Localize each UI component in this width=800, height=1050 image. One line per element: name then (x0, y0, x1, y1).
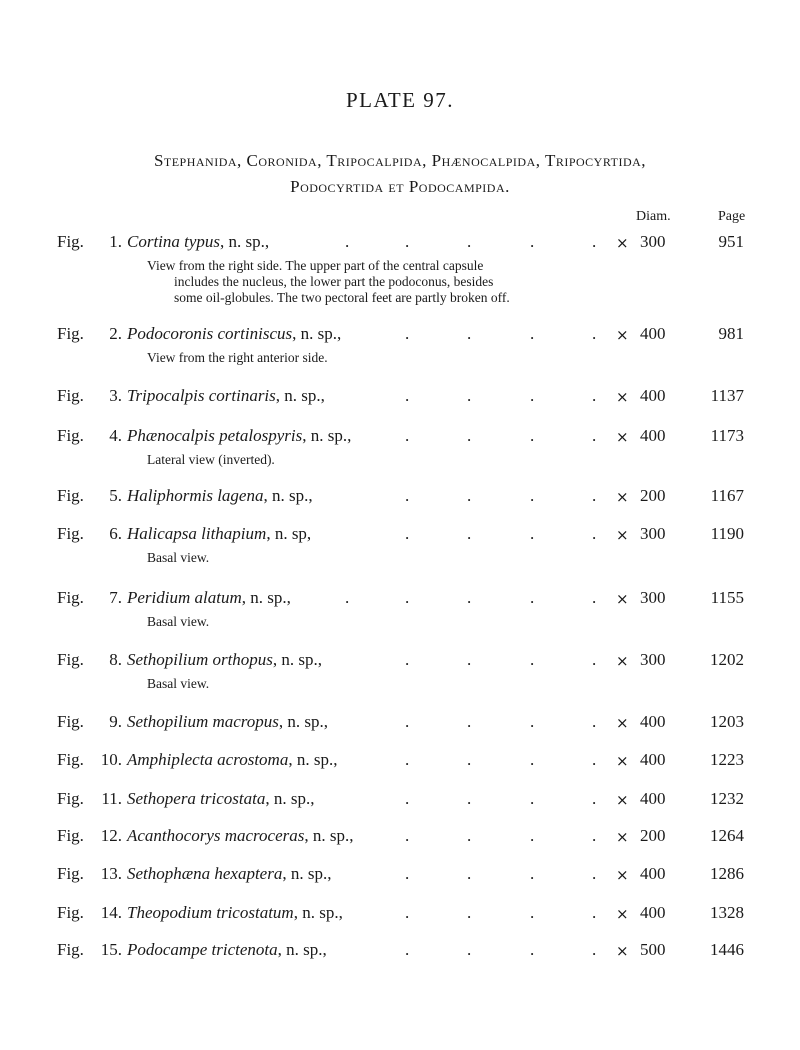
leader-dot: . (592, 750, 597, 769)
species-binomial: Amphiplecta acrostoma (127, 750, 289, 769)
leader-dot: . (467, 789, 472, 808)
leader-dot: . (405, 864, 410, 883)
leader-dot: . (467, 524, 472, 543)
leader-dot: . (530, 386, 535, 405)
leader-dot: . (592, 903, 597, 922)
species-binomial: Cortina typus (127, 232, 221, 251)
species-name (127, 426, 351, 446)
page-number: 1232 (710, 789, 744, 808)
species-binomial: Sethophæna hexaptera (127, 864, 283, 883)
leader-dot: . (345, 588, 350, 607)
family-list-line-2: Podocyrtida et Podocampida. (290, 177, 510, 196)
family-list-line-1: Stephanida, Coronida, Tripocalpida, Phænocalpida, Tripocyrtida, (153, 151, 647, 170)
diameter-value: 300 (640, 232, 666, 251)
figure-number: 10. (100, 750, 122, 769)
figure-description (147, 350, 328, 366)
species-suffix: , n. sp., (277, 940, 327, 959)
species-suffix: , n. sp., (302, 426, 352, 445)
species-binomial: Sethopera tricostata (127, 789, 266, 808)
species-name (127, 524, 311, 544)
page-number: 1286 (710, 864, 744, 883)
plate-title: PLATE 97. (346, 88, 454, 112)
leader-dot: . (467, 864, 472, 883)
figure-number: 13. (100, 864, 122, 883)
figure-label: Fig. (57, 903, 84, 922)
diameter-value: 300 (640, 588, 666, 607)
species-suffix: , n. sp., (278, 712, 329, 731)
figure-label: Fig. (57, 232, 84, 251)
leader-dot: . (592, 826, 597, 845)
diameter-value: 200 (640, 486, 666, 505)
diameter-value: 200 (640, 826, 666, 845)
diameter-value: 400 (640, 750, 666, 769)
leader-dot: . (592, 940, 597, 959)
leader-dot: . (530, 324, 535, 343)
figure-label: Fig. (57, 789, 84, 808)
magnification-sign: × (616, 234, 629, 252)
page-number: 1446 (710, 940, 744, 959)
diameter-value: 400 (640, 789, 666, 808)
figure-description-line: Basal view. (147, 550, 210, 565)
leader-dot: . (467, 940, 472, 959)
figure-label: Fig. (57, 386, 84, 405)
leader-dot: . (405, 826, 410, 845)
species-name (127, 650, 322, 670)
species-suffix: , n. sp., (282, 864, 332, 883)
diameter-value: 400 (640, 903, 666, 922)
leader-dot: . (467, 588, 472, 607)
species-name (127, 750, 337, 770)
magnification-sign: × (616, 590, 629, 608)
leader-dot: . (530, 232, 535, 251)
leader-dot: . (592, 864, 597, 883)
leader-dot: . (345, 232, 350, 251)
species-suffix: , n. sp., (293, 903, 343, 922)
species-binomial: Halicapsa lithapium (127, 524, 267, 543)
figure-number: 2. (109, 324, 122, 343)
leader-dot: . (405, 486, 410, 505)
species-binomial: Haliphormis lagena (127, 486, 264, 505)
page-number: 1173 (710, 426, 744, 445)
diameter-value: 400 (640, 386, 666, 405)
magnification-sign: × (616, 752, 629, 770)
figure-label: Fig. (57, 712, 84, 731)
leader-dot: . (405, 232, 410, 251)
magnification-sign: × (616, 714, 629, 732)
figure-description-line: Lateral view (inverted). (147, 452, 275, 467)
figure-description-line: Basal view. (147, 676, 210, 691)
diameter-value: 400 (640, 712, 666, 731)
leader-dot: . (467, 903, 472, 922)
species-suffix: , n. sp., (292, 324, 342, 343)
figure-number: 11. (101, 789, 122, 808)
species-name (127, 486, 313, 506)
page-number: 1167 (710, 486, 744, 505)
page-number: 1223 (710, 750, 744, 769)
figure-number: 7. (109, 588, 122, 607)
figure-description (147, 676, 209, 692)
leader-dot: . (530, 588, 535, 607)
leader-dot: . (405, 903, 410, 922)
species-name (127, 588, 291, 608)
leader-dot: . (467, 386, 472, 405)
leader-dot: . (530, 826, 535, 845)
figure-label: Fig. (57, 826, 84, 845)
species-name (127, 232, 269, 252)
leader-dot: . (405, 524, 410, 543)
leader-dot: . (405, 650, 410, 669)
species-suffix: , n. sp., (241, 588, 291, 607)
leader-dot: . (592, 486, 597, 505)
leader-dot: . (592, 588, 597, 607)
leader-dot: . (405, 324, 410, 343)
figure-description-line: View from the right side. The upper part of the central capsule (147, 258, 484, 273)
species-name (127, 324, 341, 344)
species-binomial: Phænocalpis petalospyris (127, 426, 303, 445)
magnification-sign: × (616, 905, 629, 923)
diameter-value: 500 (640, 940, 666, 959)
species-suffix: , n. sp., (275, 386, 325, 405)
species-suffix: , n. sp., (220, 232, 270, 251)
species-suffix: , n. sp., (265, 789, 315, 808)
species-suffix: , n. sp, (266, 524, 312, 543)
figure-number: 15. (100, 940, 122, 959)
page-number: 1202 (710, 650, 744, 669)
figure-number: 5. (109, 486, 122, 505)
species-binomial: Theopodium tricostatum (127, 903, 294, 922)
species-suffix: , n. sp., (288, 750, 338, 769)
diameter-value: 400 (640, 426, 666, 445)
figure-number: 14. (100, 903, 122, 922)
leader-dot: . (530, 524, 535, 543)
page-number: 1190 (710, 524, 744, 543)
figure-description (147, 614, 209, 630)
diameter-value: 400 (640, 864, 666, 883)
page-column-header: Page (718, 209, 746, 224)
figure-description-line: some oil-globules. The two pectoral feet are partly broken off. (174, 290, 510, 305)
leader-dot: . (592, 524, 597, 543)
leader-dot: . (530, 864, 535, 883)
species-binomial: Peridium alatum (127, 588, 242, 607)
leader-dot: . (467, 426, 472, 445)
magnification-sign: × (616, 942, 629, 960)
figure-number: 8. (109, 650, 122, 669)
species-binomial: Sethopilium macropus (127, 712, 279, 731)
species-binomial: Tripocalpis cortinaris (127, 386, 276, 405)
species-binomial: Sethopilium orthopus (127, 650, 273, 669)
species-binomial: Acanthocorys macroceras (127, 826, 305, 845)
leader-dot: . (530, 903, 535, 922)
figure-label: Fig. (57, 588, 84, 607)
leader-dot: . (592, 386, 597, 405)
page-number: 951 (718, 232, 744, 251)
leader-dot: . (467, 750, 472, 769)
leader-dot: . (405, 712, 410, 731)
leader-dot: . (405, 426, 410, 445)
magnification-sign: × (616, 526, 629, 544)
diameter-value: 300 (640, 650, 666, 669)
species-suffix: , n. sp., (263, 486, 313, 505)
species-name (127, 386, 325, 406)
leader-dot: . (592, 232, 597, 251)
magnification-sign: × (616, 388, 629, 406)
figure-label: Fig. (57, 864, 84, 883)
page-number: 1264 (710, 826, 744, 845)
magnification-sign: × (616, 791, 629, 809)
species-name (127, 712, 328, 732)
species-name (127, 864, 331, 884)
leader-dot: . (405, 750, 410, 769)
leader-dot: . (530, 940, 535, 959)
page-number: 1137 (710, 386, 744, 405)
page-number: 1203 (710, 712, 744, 731)
leader-dot: . (405, 588, 410, 607)
page-number: 1155 (710, 588, 744, 607)
leader-dot: . (592, 650, 597, 669)
species-suffix: , n. sp., (272, 650, 323, 669)
figure-number: 1. (109, 232, 122, 251)
figure-description (147, 258, 597, 306)
magnification-sign: × (616, 488, 629, 506)
magnification-sign: × (616, 326, 629, 344)
figure-label: Fig. (57, 940, 84, 959)
leader-dot: . (405, 386, 410, 405)
leader-dot: . (467, 712, 472, 731)
family-list (0, 148, 800, 200)
diameter-value: 300 (640, 524, 666, 543)
figure-label: Fig. (57, 650, 84, 669)
magnification-sign: × (616, 428, 629, 446)
leader-dot: . (405, 789, 410, 808)
leader-dot: . (405, 940, 410, 959)
magnification-sign: × (616, 866, 629, 884)
leader-dot: . (530, 426, 535, 445)
figure-label: Fig. (57, 324, 84, 343)
leader-dot: . (592, 426, 597, 445)
leader-dot: . (467, 826, 472, 845)
figure-label: Fig. (57, 750, 84, 769)
figure-description-line: View from the right anterior side. (147, 350, 328, 365)
page-number: 981 (718, 324, 744, 343)
species-name (127, 940, 327, 960)
species-name (127, 903, 343, 923)
figure-number: 6. (109, 524, 122, 543)
leader-dot: . (467, 232, 472, 251)
leader-dot: . (592, 712, 597, 731)
figure-label: Fig. (57, 524, 84, 543)
figure-number: 9. (109, 712, 122, 731)
species-binomial: Podocoronis cortiniscus (127, 324, 293, 343)
figure-label: Fig. (57, 486, 84, 505)
magnification-sign: × (616, 652, 629, 670)
leader-dot: . (592, 789, 597, 808)
figure-description-line: Basal view. (147, 614, 210, 629)
leader-dot: . (467, 486, 472, 505)
leader-dot: . (530, 789, 535, 808)
diameter-column-header: Diam. (636, 209, 671, 224)
magnification-sign: × (616, 828, 629, 846)
figure-number: 3. (109, 386, 122, 405)
leader-dot: . (592, 324, 597, 343)
figure-description (147, 452, 275, 468)
species-name (127, 826, 353, 846)
figure-number: 12. (100, 826, 122, 845)
figure-number: 4. (109, 426, 122, 445)
leader-dot: . (530, 650, 535, 669)
page-number: 1328 (710, 903, 744, 922)
diameter-value: 400 (640, 324, 666, 343)
figure-description-line: includes the nucleus, the lower part the podoconus, besides (174, 274, 494, 289)
species-binomial: Podocampe trictenota (127, 940, 278, 959)
species-suffix: , n. sp., (304, 826, 354, 845)
leader-dot: . (530, 750, 535, 769)
leader-dot: . (467, 324, 472, 343)
leader-dot: . (530, 712, 535, 731)
species-name (127, 789, 314, 809)
leader-dot: . (467, 650, 472, 669)
figure-label: Fig. (57, 426, 84, 445)
leader-dot: . (530, 486, 535, 505)
figure-description (147, 550, 209, 566)
